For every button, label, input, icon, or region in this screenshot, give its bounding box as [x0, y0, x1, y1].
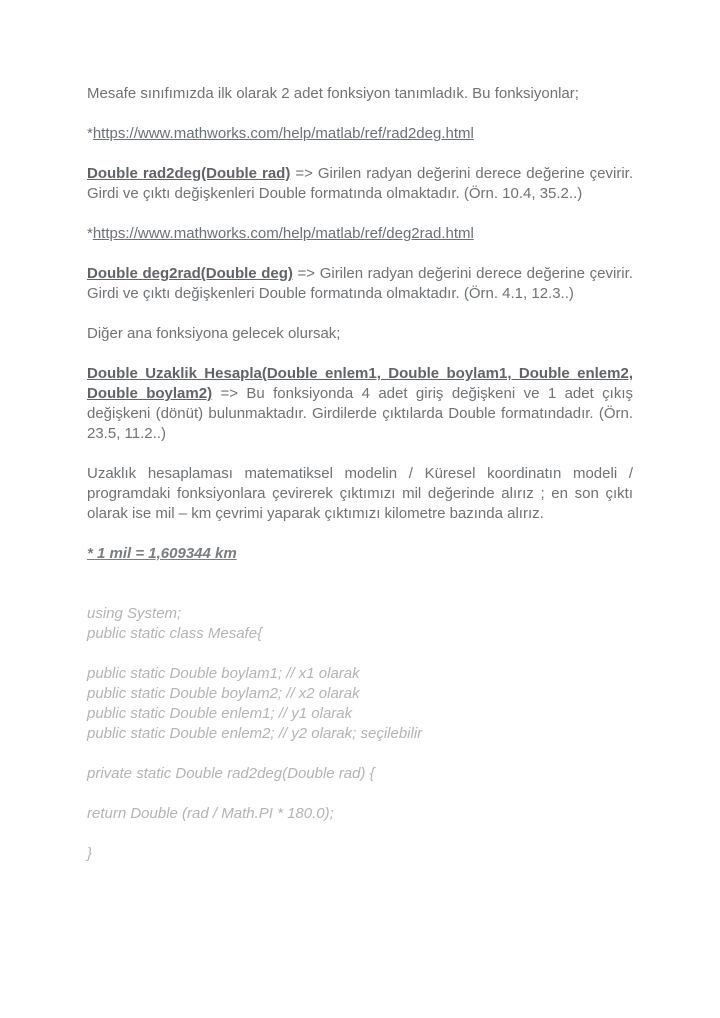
code-line: public static Double enlem2; // y2 olarak; seçilebilir [87, 725, 423, 742]
code-line: private static Double rad2deg(Double rad) { [87, 765, 375, 782]
rad2deg-link[interactable]: https://www.mathworks.com/help/matlab/ref/rad2deg.html [92, 125, 474, 142]
rad2deg-description-paragraph [87, 164, 633, 204]
code-line: public static Double enlem1; // y1 olarak [87, 705, 353, 722]
code-line: public static class Mesafe{ [87, 625, 263, 642]
deg2rad-signature: Double deg2rad(Double deg) [87, 265, 293, 282]
uzaklik-hesapla-signature: Double Uzaklik Hesapla(Double enlem1, Double boylam1, Double enlem2, Double boylam2) [87, 365, 633, 402]
code-line: return Double (rad / Math.PI * 180.0); [87, 805, 334, 822]
transition-paragraph: Diğer ana fonksiyona gelecek olursak; [87, 325, 341, 342]
code-block [87, 604, 633, 864]
code-line: public static Double boylam2; // x2 olarak [87, 685, 360, 702]
code-line-blank [87, 784, 633, 804]
deg2rad-link-paragraph [87, 224, 633, 244]
mile-km-note [87, 544, 633, 564]
code-line: using System; [87, 605, 182, 622]
explanation-paragraph: Uzaklık hesaplaması matematiksel modelin / Küresel koordinatın modeli / programdaki fonksiyonlara çevirerek çıktımızı mil değerinde alırız ; en son çıktı olarak ise mil – km çevrimi yaparak çıktımızı kilometre bazında alırız. [87, 465, 633, 522]
rad2deg-description: => Girilen radyan değerini derece değerine çevirir. Girdi ve çıktı değişkenleri Double formatında olmaktadır. (Örn. 10.4, 35.2..) [87, 165, 633, 202]
code-line-blank [87, 644, 633, 664]
rad2deg-signature: Double rad2deg(Double rad) [87, 165, 291, 182]
mile-km-note-text: * 1 mil = 1,609344 km [87, 545, 237, 562]
intro-paragraph: Mesafe sınıfımızda ilk olarak 2 adet fonksiyon tanımladık. Bu fonksiyonlar; [87, 85, 579, 102]
link-prefix-asterisk: * [87, 225, 93, 242]
code-line-blank [87, 744, 633, 764]
code-line: } [87, 845, 93, 862]
rad2deg-link-paragraph [87, 124, 633, 144]
deg2rad-description: => Girilen radyan değerini derece değerine çevirir. Girdi ve çıktı değişkenleri Double formatında olmaktadır. (Örn. 4.1, 12.3..) [87, 265, 633, 302]
deg2rad-link[interactable]: https://www.mathworks.com/help/matlab/ref/deg2rad.html [92, 225, 474, 242]
uzaklik-hesapla-description: => Bu fonksiyonda 4 adet giriş değişkeni ve 1 adet çıkış değişkeni (dönüt) bulunmaktadır. Girdilerde çıktılarda Double formatındadır. (Örn. 23.5, 11.2..) [87, 385, 633, 442]
link-prefix-asterisk: * [87, 125, 93, 142]
deg2rad-description-paragraph [87, 264, 633, 304]
code-line: public static Double boylam1; // x1 olarak [87, 665, 360, 682]
uzaklik-hesapla-paragraph [87, 364, 633, 444]
code-line-blank [87, 824, 633, 844]
